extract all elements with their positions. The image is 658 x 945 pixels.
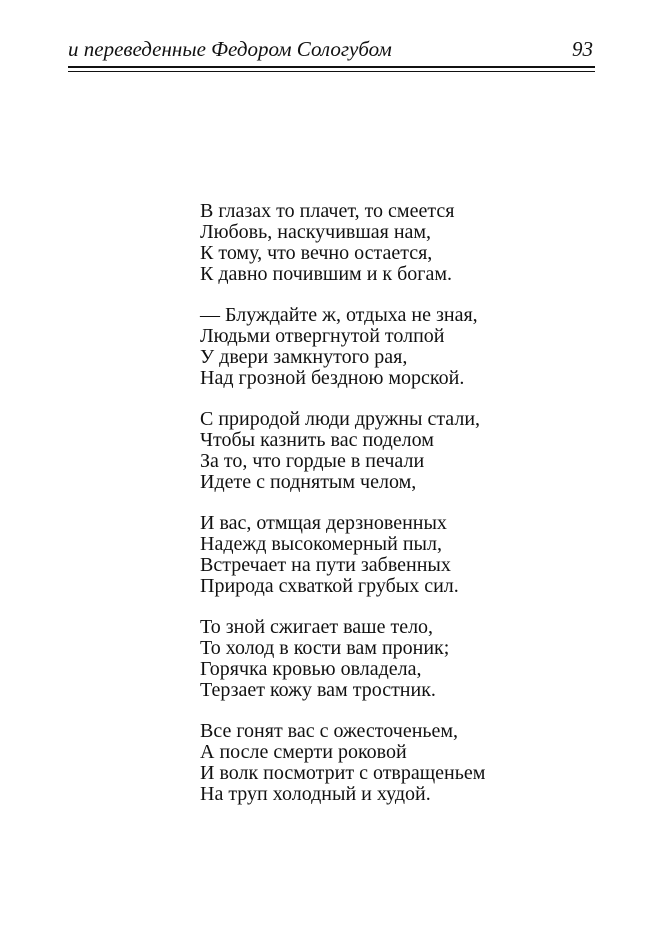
stanza — [200, 201, 620, 285]
header-rule-thick — [68, 66, 595, 68]
poem-line: К давно почившим и к богам. — [200, 263, 453, 285]
poem-line: То холод в кости вам проник; — [200, 637, 450, 659]
poem-line: С природой люди дружны стали, — [200, 408, 481, 430]
running-head-title: и переведенные Федором Сологубом — [68, 37, 392, 61]
header-rule-thin — [68, 71, 595, 72]
poem-body — [200, 201, 620, 825]
poem-line: Чтобы казнить вас поделом — [200, 429, 434, 451]
stanza — [200, 305, 620, 389]
poem-line: К тому, что вечно остается, — [200, 242, 433, 264]
poem-line: Над грозной бездною морской. — [200, 367, 465, 389]
stanza — [200, 721, 620, 805]
poem-line: Надежд высокомерный пыл, — [200, 533, 442, 555]
poem-line: За то, что гордые в печали — [200, 450, 425, 472]
poem-line: Любовь, наскучившая нам, — [200, 221, 432, 243]
stanza — [200, 409, 620, 493]
poem-line: Горячка кровью овладела, — [200, 658, 422, 680]
poem-line: — Блуждайте ж, отдыха не зная, — [200, 304, 478, 326]
stanza — [200, 513, 620, 597]
poem-line: Все гонят вас с ожесточеньем, — [200, 720, 459, 742]
poem-line: Людьми отвергнутой толпой — [200, 325, 445, 347]
poem-line: В глазах то плачет, то смеется — [200, 200, 455, 222]
poem-line: На труп холодный и худой. — [200, 783, 431, 805]
page-number: 93 — [572, 37, 593, 61]
poem-line: Природа схваткой грубых сил. — [200, 575, 459, 597]
running-head — [68, 36, 595, 62]
poem-line: И вас, отмщая дерзновенных — [200, 512, 447, 534]
poem-line: То зной сжигает ваше тело, — [200, 616, 434, 638]
poem-line: И волк посмотрит с отвращеньем — [200, 762, 486, 784]
poem-line: Терзает кожу вам тростник. — [200, 679, 436, 701]
poem-line: Встречает на пути забвенных — [200, 554, 451, 576]
poem-line: А после смерти роковой — [200, 741, 407, 763]
poem-line: У двери замкнутого рая, — [200, 346, 408, 368]
stanza — [200, 617, 620, 701]
poem-line: Идете с поднятым челом, — [200, 471, 417, 493]
